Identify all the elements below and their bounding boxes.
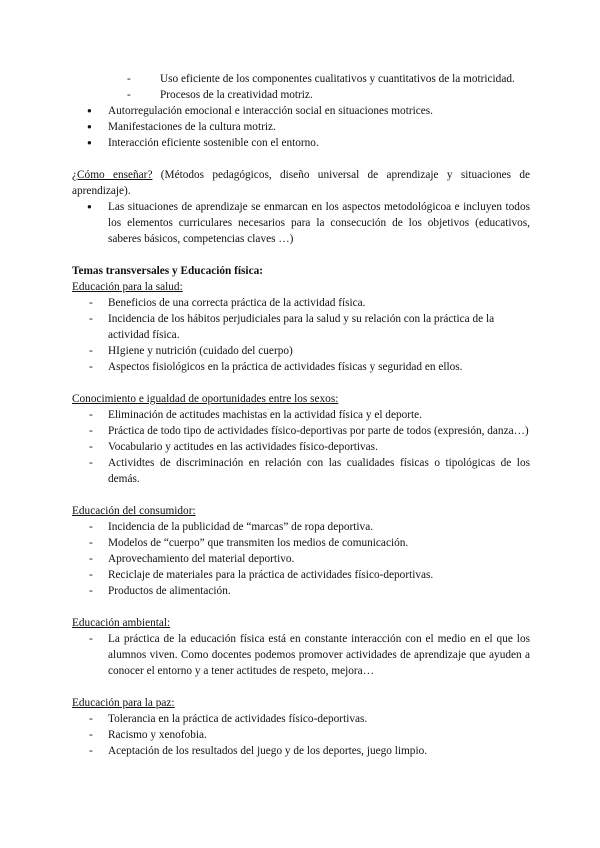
list-item-text: Eliminación de actitudes machistas en la actividad física y el deporte. bbox=[108, 409, 423, 421]
list-item-text: HIgiene y nutrición (cuidado del cuerpo) bbox=[108, 345, 293, 357]
list-item-text: Las situaciones de aprendizaje se enmarcan en los aspectos metodológicoa e incluyen todos los elementos curriculares necesarios para la consecución de los objetivos (educativos, saberes básicos, competencias claves …) bbox=[108, 201, 530, 245]
list-item bbox=[72, 87, 530, 103]
bullet-marker: ● bbox=[87, 138, 92, 147]
salud-heading: Educación para la salud: bbox=[72, 281, 183, 293]
list-item-text: Productos de alimentación. bbox=[108, 585, 231, 597]
list-item-text: Interacción eficiente sostenible con el entorno. bbox=[108, 137, 319, 149]
list-item-text: Manifestaciones de la cultura motriz. bbox=[108, 121, 276, 133]
dash-marker: - bbox=[89, 313, 93, 325]
document-content bbox=[72, 71, 530, 759]
list-item-text: Incidencia de la publicidad de “marcas” de ropa deportiva. bbox=[108, 521, 374, 533]
list-item-text: Procesos de la creatividad motriz. bbox=[160, 89, 313, 101]
dash-marker: - bbox=[89, 521, 93, 533]
paz-list bbox=[72, 711, 530, 759]
igualdad-list bbox=[72, 407, 530, 487]
list-item-text: Racismo y xenofobia. bbox=[108, 729, 207, 741]
temas-heading: Temas transversales y Educación física: bbox=[72, 265, 263, 277]
spacer bbox=[72, 487, 530, 503]
list-item bbox=[72, 631, 530, 679]
dash-marker: - bbox=[89, 537, 93, 549]
dash-marker: - bbox=[89, 553, 93, 565]
spacer bbox=[72, 375, 530, 391]
list-item-text: Actividtes de discriminación en relación con las cualidades físicas o tipológicas de los demás. bbox=[108, 457, 530, 485]
list-item bbox=[72, 199, 530, 247]
list-item bbox=[72, 423, 530, 439]
list-item-text: Reciclaje de materiales para la práctica de actividades físico-deportivas. bbox=[108, 569, 434, 581]
ambiental-list bbox=[72, 631, 530, 679]
list-item-text: Autorregulación emocional e interacción social en situaciones motrices. bbox=[108, 105, 433, 117]
list-item bbox=[72, 359, 530, 375]
list-item-text: Vocabulario y actitudes en las actividades físico-deportivas. bbox=[108, 441, 378, 453]
dash-marker: - bbox=[89, 745, 93, 757]
ambiental-heading: Educación ambiental: bbox=[72, 617, 171, 629]
list-item bbox=[72, 519, 530, 535]
list-item-text: Modelos de “cuerpo” que transmiten los medios de comunicación. bbox=[108, 537, 409, 549]
list-item bbox=[72, 439, 530, 455]
list-item-text: Aprovechamiento del material deportivo. bbox=[108, 553, 295, 565]
dash-marker: - bbox=[89, 361, 93, 373]
dash-marker: - bbox=[89, 457, 93, 469]
list-item-text: Tolerancia en la práctica de actividades físico-deportivas. bbox=[108, 713, 368, 725]
list-item bbox=[72, 103, 530, 119]
list-item-text: Beneficios de una correcta práctica de la actividad física. bbox=[108, 297, 366, 309]
list-item bbox=[72, 311, 530, 343]
list-item bbox=[72, 727, 530, 743]
consumidor-list bbox=[72, 519, 530, 599]
spacer bbox=[72, 679, 530, 695]
list-item bbox=[72, 567, 530, 583]
dash-marker: - bbox=[89, 409, 93, 421]
top-bullet-list bbox=[72, 103, 530, 151]
top-subitem-list bbox=[72, 71, 530, 103]
list-item bbox=[72, 551, 530, 567]
list-item bbox=[72, 455, 530, 487]
list-item-text: Uso eficiente de los componentes cualitativos y cuantitativos de la motricidad. bbox=[160, 73, 515, 85]
dash-marker: - bbox=[89, 633, 93, 645]
list-item bbox=[72, 583, 530, 599]
dash-marker: - bbox=[89, 729, 93, 741]
dash-marker: - bbox=[89, 713, 93, 725]
list-item-text: Aspectos fisiológicos en la práctica de actividades físicas y seguridad en ellos. bbox=[108, 361, 463, 373]
dash-marker: - bbox=[89, 425, 93, 437]
salud-list bbox=[72, 295, 530, 375]
dash-marker: - bbox=[89, 569, 93, 581]
bullet-marker: ● bbox=[87, 122, 92, 131]
list-item bbox=[72, 135, 530, 151]
list-item bbox=[72, 295, 530, 311]
list-item-text: Incidencia de los hábitos perjudiciales para la salud y su relación con la práctica de la actividad física. bbox=[108, 313, 495, 341]
dash-marker: - bbox=[89, 297, 93, 309]
list-item bbox=[72, 71, 530, 87]
spacer bbox=[72, 599, 530, 615]
list-item bbox=[72, 119, 530, 135]
list-item-text: La práctica de la educación física está en constante interacción con el medio en el que los alumnos viven. Como docentes podemos promover actividades de aprendizaje que ayuden a conocer el entorno y a tener actitudes de respeto, mejora… bbox=[108, 633, 530, 677]
dash-marker: - bbox=[127, 89, 131, 101]
spacer bbox=[72, 151, 530, 167]
list-item-text: Aceptación de los resultados del juego y de los deportes, juego limpio. bbox=[108, 745, 428, 757]
bullet-marker: ● bbox=[87, 106, 92, 115]
igualdad-heading: Conocimiento e igualdad de oportunidades entre los sexos: bbox=[72, 393, 339, 405]
list-item bbox=[72, 711, 530, 727]
list-item bbox=[72, 535, 530, 551]
list-item bbox=[72, 743, 530, 759]
list-item bbox=[72, 343, 530, 359]
dash-marker: - bbox=[89, 585, 93, 597]
como-text: (Métodos pedagógicos, diseño universal de aprendizaje y situaciones de aprendizaje). bbox=[72, 169, 531, 197]
como-bullet-list bbox=[72, 199, 530, 247]
consumidor-heading: Educación del consumidor: bbox=[72, 505, 196, 517]
list-item bbox=[72, 407, 530, 423]
como-paragraph bbox=[72, 167, 530, 199]
spacer bbox=[72, 247, 530, 263]
list-item-text: Práctica de todo tipo de actividades físico-deportivas por parte de todos (expresión, danza…) bbox=[108, 425, 529, 437]
dash-marker: - bbox=[89, 441, 93, 453]
dash-marker: - bbox=[89, 345, 93, 357]
dash-marker: - bbox=[127, 73, 131, 85]
como-link[interactable]: ¿Cómo enseñar? bbox=[72, 169, 153, 181]
paz-heading: Educación para la paz: bbox=[72, 697, 175, 709]
bullet-marker: ● bbox=[87, 202, 92, 211]
